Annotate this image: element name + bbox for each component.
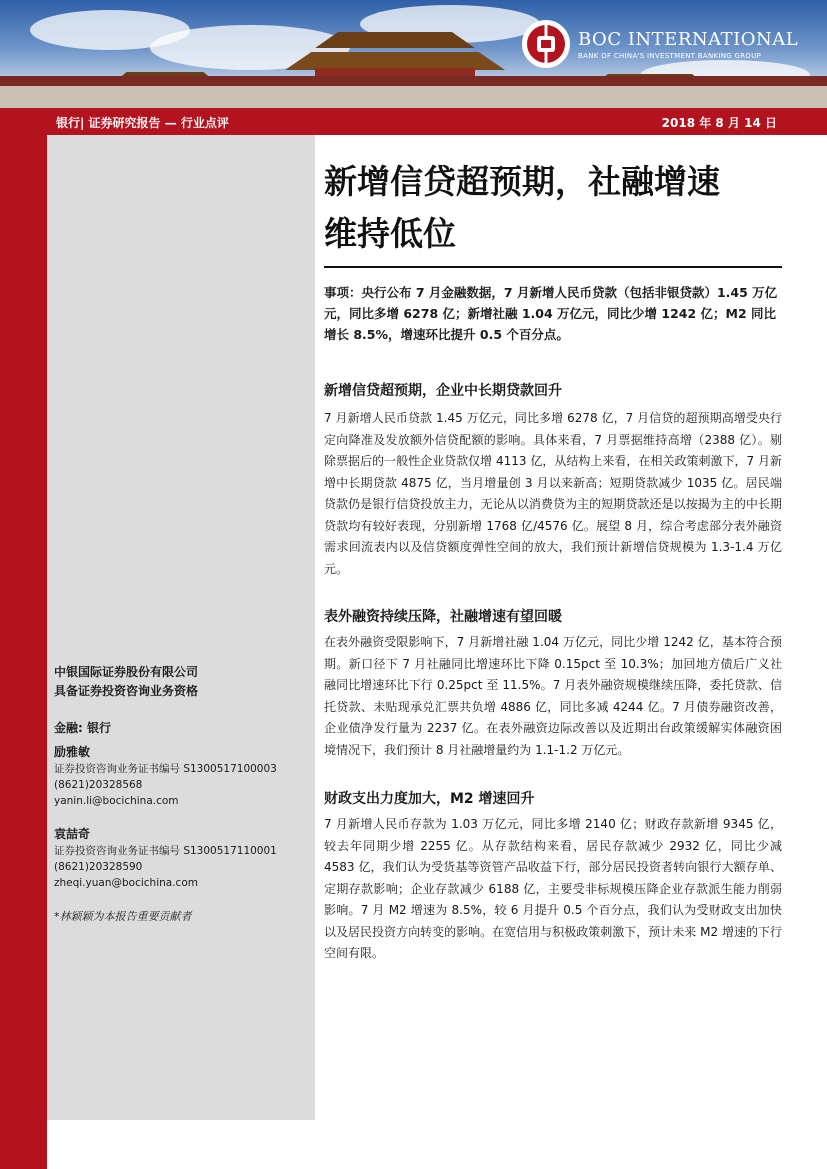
report-title-line-2: 维持低位 <box>324 214 456 253</box>
section-body: 7 月新增人民币贷款 1.45 万亿元，同比多增 6278 亿，7 月信贷的超预期高增受央行定向降准及发放额外信贷配额的影响。具体来看，7 月票据维持高增（2388 亿）。剔除票据后的一般性企业贷款仅增 4113 亿，从结构上来看，在相关政策刺激下，7 月新增中长期贷款 4875 亿，当月增量创 3 月以来新高；短期贷款减少 1035 亿。居民端贷款仍是银行信贷投放主力，无论从以消费贷为主的短期贷款还是以按揭为主的中长期贷款均有较好表现，分别新增 1768 亿/4576 亿。展望 8 月，综合考虑部分表外融资需求回流表内以及信贷额度弹性空间的放大，我们预计新增信贷规模为 1.3-1.4 万亿元。 <box>324 411 782 576</box>
report-title <box>324 156 784 260</box>
section-body: 在表外融资受限影响下，7 月新增社融 1.04 万亿元，同比少增 1242 亿，基本符合预期。新口径下 7 月社融同比增速环比下降 0.15pct 至 10.3%；加回地方债后广义社融同比增速环比下行 0.25pct 至 11.5%。7 月表外融资规模继续压降，委托贷款、信托贷款、未贴现承兑汇票共负增 4886 亿，同比多减 4244 亿。7 月债券融资改善，企业债净发行量为 2237 亿。在表外融资边际改善以及近期出台政策缓解实体融资困境情况下，我们预计 8 月社融增量约为 1.1-1.2 万亿元。 <box>324 635 782 757</box>
analyst-license: 证券投资咨询业务证书编号 S1300517100003 <box>54 763 277 775</box>
report-date: 2018 年 8 月 14 日 <box>661 116 777 130</box>
title-divider <box>324 266 782 268</box>
analyst-phone: (8621)20328590 <box>54 861 143 873</box>
analyst-card <box>54 826 309 891</box>
analyst-email[interactable]: yanin.li@bocichina.com <box>54 795 179 807</box>
section-heading: 财政支出力度加大，M2 增速回升 <box>324 791 535 807</box>
sidebar-company-block <box>54 664 309 700</box>
section-body: 7 月新增人民币存款为 1.03 万亿元，同比多增 2140 亿；财政存款新增 9345 亿，较去年同期少增 2255 亿。从存款结构来看，居民存款减少 2932 亿，同比少减 4583 亿，我们认为受货基等资管产品收益下行，部分居民投资者转向银行大额存单、定期存款影响；企业存款减少 6188 亿，主要受非标规模压降企业存款派生能力削弱影响。7 月 M2 增速为 8.5%，较 6 月提升 0.5 个百分点，我们认为受财政支出加快以及居民投资方向转变的影响。在宽信用与积极政策刺激下，预计未来 M2 增速的下行空间有限。 <box>324 817 782 960</box>
analyst-license: 证券投资咨询业务证书编号 S1300517110001 <box>54 845 277 857</box>
left-accent-bar <box>0 135 47 1169</box>
section-heading: 新增信贷超预期，企业中长期贷款回升 <box>324 383 562 399</box>
header-banner-image <box>0 0 827 108</box>
logo-subtitle: BANK OF CHINA'S INVESTMENT BANKING GROUP <box>578 51 762 60</box>
analyst-name: 袁喆奇 <box>54 827 91 841</box>
boc-logo-icon <box>522 20 570 68</box>
analyst-phone: (8621)20328568 <box>54 779 143 791</box>
company-qualification: 具备证券投资咨询业务资格 <box>54 684 199 698</box>
company-logo <box>522 20 798 68</box>
analyst-email[interactable]: zheqi.yuan@bocichina.com <box>54 877 198 889</box>
event-summary: 事项：央行公布 7 月金融数据，7 月新增人民币贷款（包括非银贷款）1.45 万亿元，同比多增 6278 亿；新增社融 1.04 万亿元，同比少增 1242 亿；M2 同比增长 8.5%，增速环比提升 0.5 个百分点。 <box>324 285 778 342</box>
report-title-line-1: 新增信贷超预期，社融增速 <box>324 162 720 201</box>
company-name: 中银国际证券股份有限公司 <box>54 665 199 679</box>
sector-label: 金融: 银行 <box>54 721 111 735</box>
sidebar-panel <box>47 135 315 1120</box>
section-heading: 表外融资持续压降，社融增速有望回暖 <box>324 609 562 625</box>
analyst-name: 励雅敏 <box>54 745 91 759</box>
contributor-note: *林颖颖为本报告重要贡献者 <box>54 910 192 923</box>
sector-label-block <box>54 720 309 737</box>
analyst-card <box>54 744 309 809</box>
logo-name: BOC INTERNATIONAL <box>578 28 799 50</box>
report-category: 银行| 证券研究报告 — 行业点评 <box>56 116 229 130</box>
